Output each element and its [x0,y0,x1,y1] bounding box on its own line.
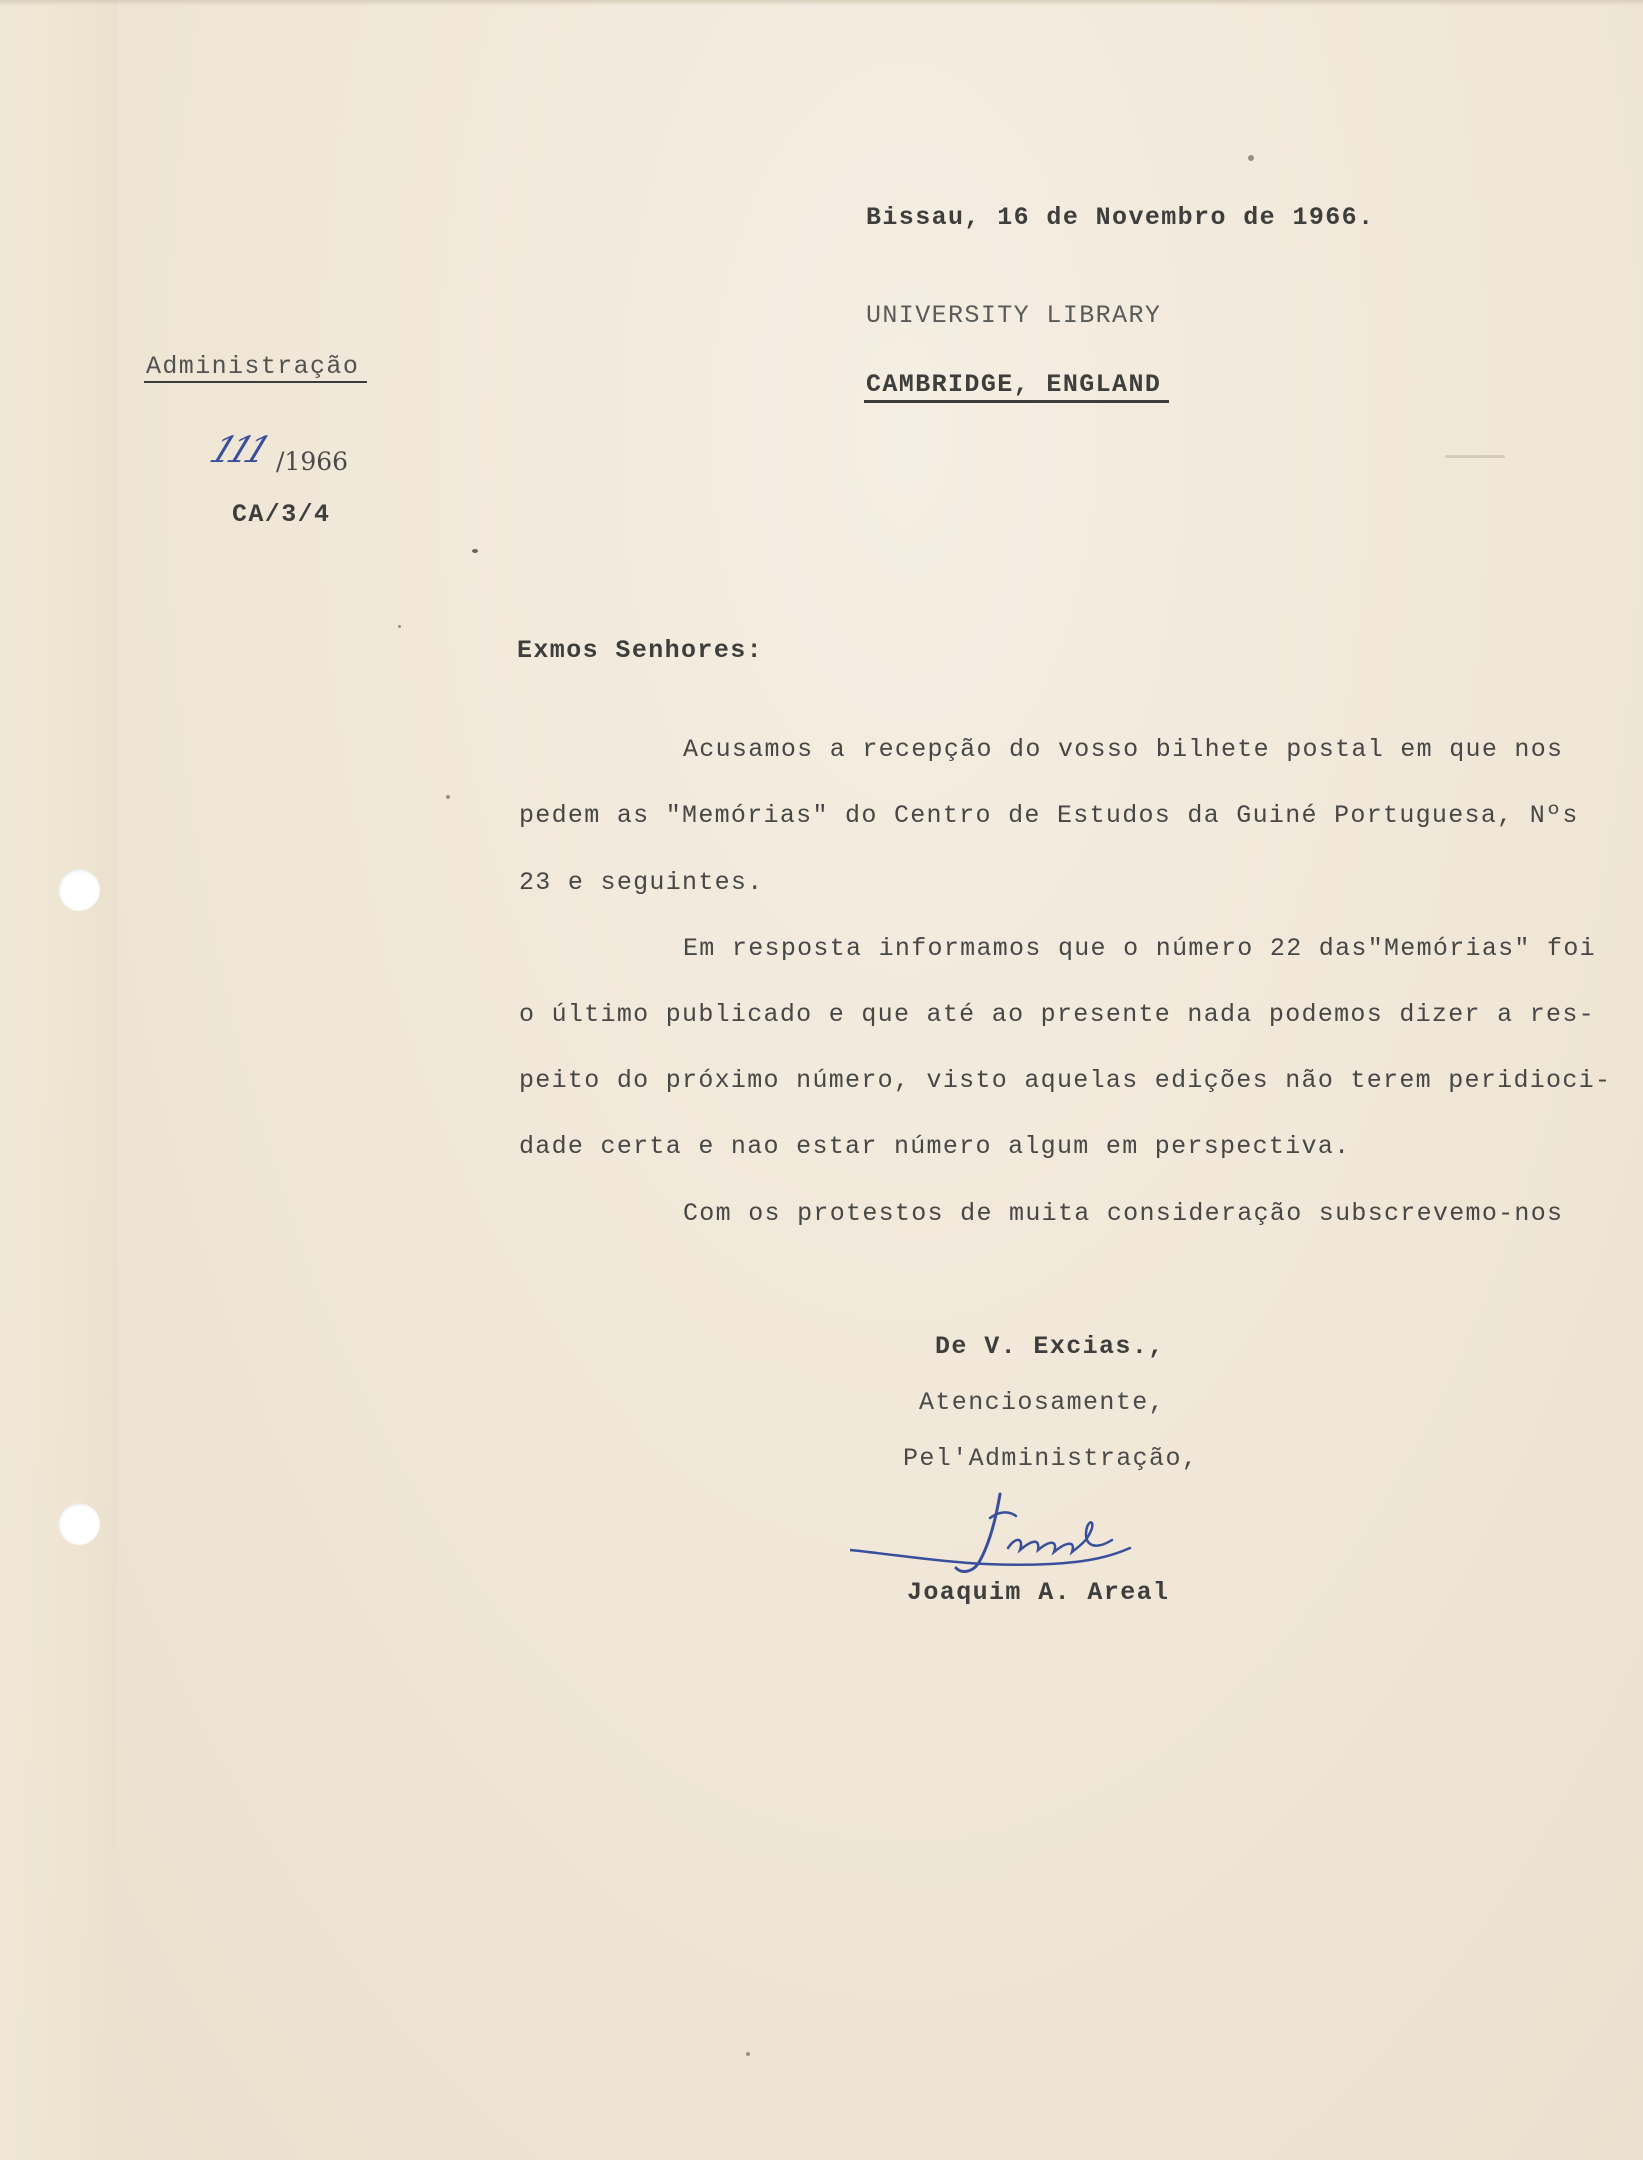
paragraph-2-line-1: Em resposta informamos que o número 22 das"Memórias" foi [683,934,1596,963]
paper-speck [1445,455,1505,458]
recipient-line-1: UNIVERSITY LIBRARY [866,301,1162,330]
reference-number-handwritten: 111 [203,430,272,471]
salutation: Exmos Senhores: [517,636,764,665]
department-underline [144,381,367,383]
reference-year: /1966 [276,447,349,476]
paragraph-2-line-3: peito do próximo número, visto aquelas edições não terem peridioci- [519,1066,1612,1095]
paper-top-edge [0,0,1643,6]
closing-line-2: Atenciosamente, [919,1388,1166,1417]
recipient-underline [864,400,1169,403]
handwritten-signature [850,1478,1190,1588]
paragraph-1-line-2: pedem as "Memórias" do Centro de Estudos da Guiné Portuguesa, Nºs [519,801,1579,830]
recipient-line-2: CAMBRIDGE, ENGLAND [866,370,1162,399]
file-code: CA/3/4 [232,500,331,529]
department-label: Administração [146,352,360,381]
paper-fold-band [0,0,118,2160]
paper-speck [398,625,401,628]
paragraph-2-line-4: dade certa e nao estar número algum em perspectiva. [519,1132,1351,1161]
paper-speck [746,2052,750,2056]
paragraph-1-line-3: 23 e seguintes. [519,868,764,897]
paper-speck [1248,155,1254,161]
punch-hole-bottom [58,1503,100,1545]
paragraph-1-line-1: Acusamos a recepção do vosso bilhete postal em que nos [683,735,1564,764]
signatory-name: Joaquim A. Areal [907,1578,1170,1607]
paragraph-3-line-1: Com os protestos de muita consideração subscrevemo-nos [683,1199,1564,1228]
paper-speck [446,795,450,799]
closing-line-1: De V. Excias., [935,1332,1165,1361]
closing-line-3: Pel'Administração, [903,1444,1199,1473]
paragraph-2-line-2: o último publicado e que até ao presente nada podemos dizer a res- [519,1000,1595,1029]
date-line: Bissau, 16 de Novembro de 1966. [866,203,1375,232]
paper-speck [472,549,478,553]
punch-hole-top [58,869,100,911]
